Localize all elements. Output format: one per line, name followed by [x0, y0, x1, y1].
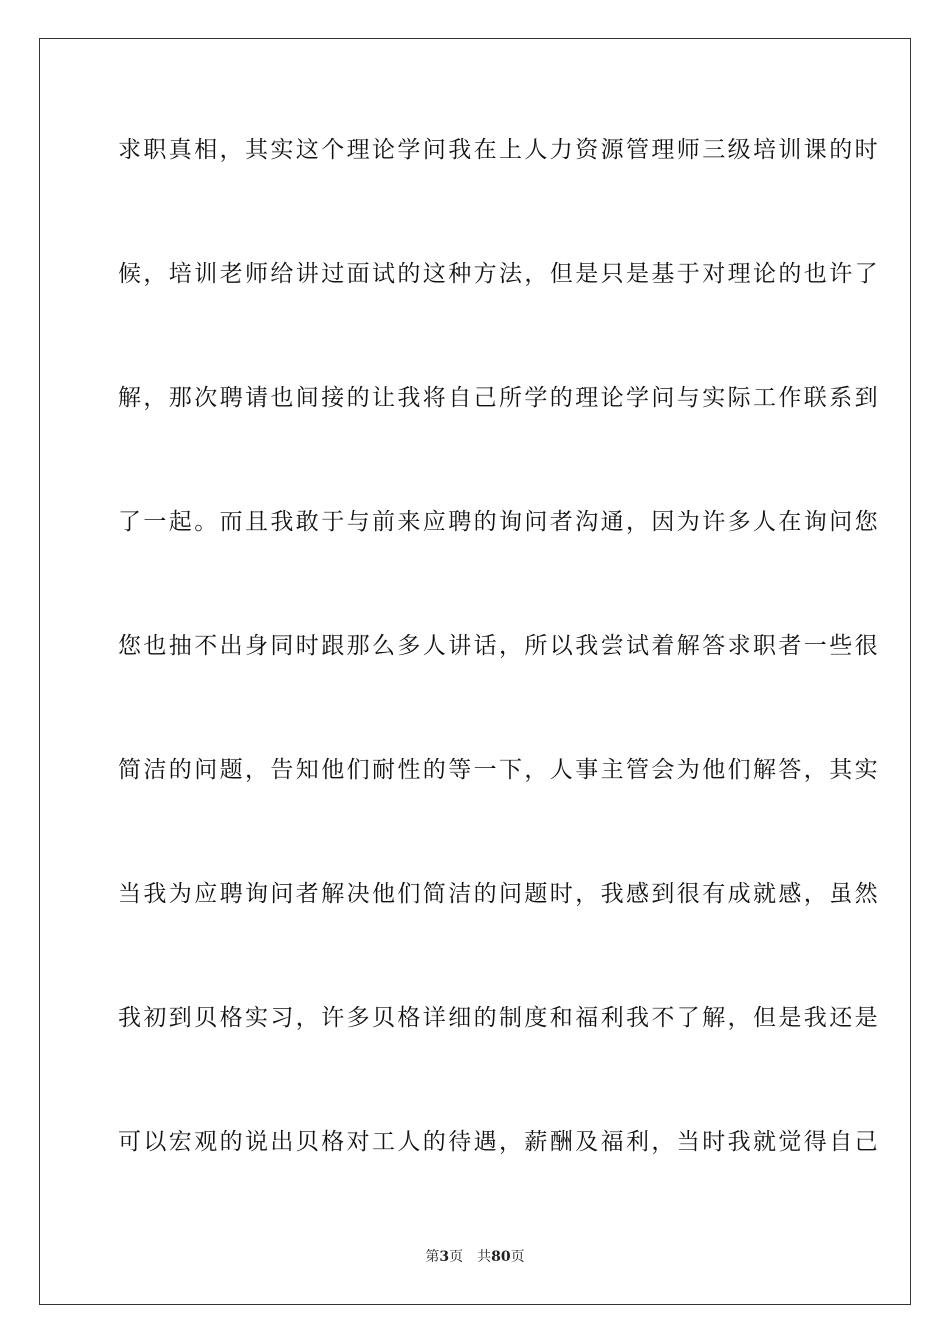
text-line: 求职真相，其实这个理论学问我在上人力资源管理师三级培训课的时 [118, 137, 880, 163]
text-line: 简洁的问题，告知他们耐性的等一下，人事主管会为他们解答，其实 [118, 757, 880, 783]
document-body [118, 130, 880, 1246]
text-line: 了一起。而且我敢于与前来应聘的询问者沟通，因为许多人在询问您 [118, 509, 880, 535]
text-line: 您也抽不出身同时跟那么多人讲话，所以我尝试着解答求职者一些很 [118, 633, 880, 659]
text-line: 可以宏观的说出贝格对工人的待遇，薪酬及福利，当时我就觉得自己 [118, 1129, 880, 1155]
page-suffix: 页 [449, 1249, 464, 1265]
text-line: 当我为应聘询问者解决他们简洁的问题时，我感到很有成就感，虽然 [118, 881, 880, 907]
page-prefix: 第 [425, 1249, 440, 1265]
total-pages: 80 [491, 1249, 511, 1265]
page-footer [0, 1247, 950, 1267]
page-number: 3 [439, 1249, 450, 1265]
text-line: 解，那次聘请也间接的让我将自己所学的理论学问与实际工作联系到 [118, 385, 880, 411]
total-suffix: 页 [510, 1249, 525, 1265]
total-prefix: 共 [477, 1249, 492, 1265]
text-line: 候，培训老师给讲过面试的这种方法，但是只是基于对理论的也许了 [118, 261, 880, 287]
text-line: 我初到贝格实习，许多贝格详细的制度和福利我不了解，但是我还是 [118, 1005, 880, 1031]
